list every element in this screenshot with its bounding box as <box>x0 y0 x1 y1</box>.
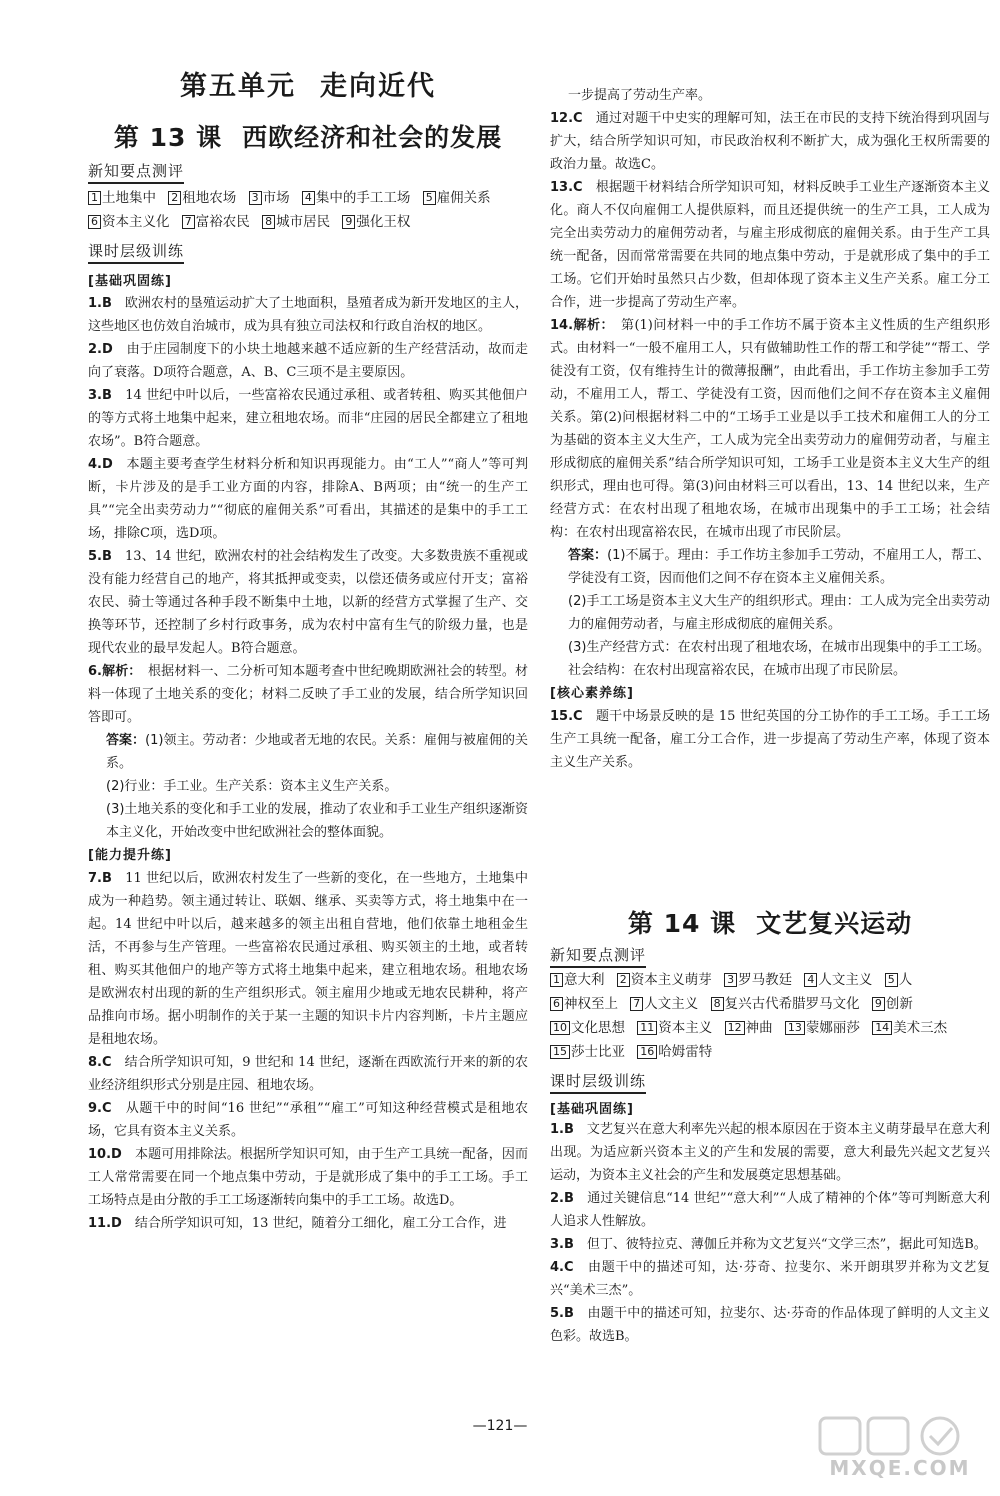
answer-text: 通过对题干中史实的理解可知，法王在市民的支持下统治得到巩固与扩大，结合所学知识可知，市民政治权利不断扩大，成为强化王权所需要的政治力量。故选C。 <box>550 111 990 172</box>
key-point-number: 4 <box>302 191 315 205</box>
answer-text: 但丁、彼特拉克、薄伽丘并称为文艺复兴“文学三杰”，据此可知选B。 <box>586 1237 987 1252</box>
key-point-number: 12 <box>725 1021 745 1035</box>
answer-item <box>88 453 528 545</box>
section-heading: 课时层级训练 <box>88 240 184 264</box>
key-point-text: 资本主义化 <box>102 214 170 230</box>
answer-number: 7.B <box>88 871 112 886</box>
key-point-text: 文化思想 <box>571 1020 625 1036</box>
answer-label: 答案： <box>568 548 608 563</box>
key-point-number: 3 <box>724 973 737 987</box>
lesson13-xinzhi-section <box>88 160 528 184</box>
lesson-name: 文艺复兴运动 <box>756 909 913 938</box>
section-heading: 课时层级训练 <box>550 1070 646 1094</box>
answer-item <box>550 1187 990 1233</box>
answer-line: (3)生产经营方式：在农村出现了租地农场，在城市出现集中的手工工场。社会结构：在农村出现富裕农民，在城市出现了市民阶层。 <box>568 640 990 678</box>
key-point-text: 强化王权 <box>356 214 411 230</box>
answer-text: 由题干中的描述可知，拉斐尔、达·芬奇的作品体现了鲜明的人文主义色彩。故选B。 <box>550 1306 990 1344</box>
answer-item <box>88 1212 528 1235</box>
key-point-text: 意大利 <box>564 972 605 988</box>
key-point-item <box>550 1044 625 1060</box>
key-point-text: 雇佣关系 <box>436 190 491 206</box>
key-point-text: 罗马教廷 <box>738 972 793 988</box>
lesson14-key-points <box>550 968 990 1064</box>
answer-text: 文艺复兴在意大利率先兴起的根本原因在于资本主义萌芽最早在意大利出现。为适应新兴资本主义的产生和发展的需要，意大利最先兴起文艺复兴运动，为资本主义社会的产生和发展奠定思想基础。 <box>550 1122 990 1183</box>
jichu-heading: [基础巩固练] <box>88 274 172 289</box>
key-point-item <box>262 214 330 230</box>
answer-item <box>88 384 528 453</box>
answer-text: 根据题干材料结合所学知识可知，材料反映手工业生产逐渐资本主义化。商人不仅向雇佣工人提供原料，而且还提供统一的生产工具，工人成为完全出卖劳动力的雇佣劳动者，与雇主形成彻底的雇佣关系。由于生产工具统一配备，因而常常需要在共同的地点集中劳动，于是就形成了集中的手工工场。它们开始时虽然只占少数，但却体现了资本主义生产关系。雇工分工合作，进一步提高了劳动生产率。 <box>550 180 990 310</box>
unit-number: 第五单元 <box>180 71 296 102</box>
answer-number: 1.B <box>550 1122 574 1137</box>
key-point-number: 9 <box>872 997 885 1011</box>
unit-title <box>88 64 528 103</box>
key-point-number: 7 <box>182 215 195 229</box>
nengli-heading: [能力提升练] <box>88 848 172 863</box>
answer-item <box>88 545 528 660</box>
key-point-text: 神权至上 <box>564 996 618 1012</box>
key-point-text: 租地农场 <box>182 190 237 206</box>
answer-number: 8.C <box>88 1055 112 1070</box>
key-point-item <box>550 972 605 988</box>
key-point-item <box>550 996 618 1012</box>
answer-item <box>88 292 528 338</box>
left-answers <box>88 292 528 1235</box>
answer-number: 9.C <box>88 1101 112 1116</box>
answer-item <box>88 1143 528 1212</box>
right-answers <box>550 84 990 774</box>
key-point-text: 资本主义萌芽 <box>630 972 712 988</box>
key-point-item <box>785 1020 860 1036</box>
lesson-number: 第 14 课 <box>627 909 737 938</box>
key-point-number: 6 <box>88 215 101 229</box>
answer-number: 4.D <box>88 457 113 472</box>
key-point-text: 土地集中 <box>102 190 156 206</box>
key-point-item <box>342 214 410 230</box>
key-point-text: 蒙娜丽莎 <box>805 1020 860 1036</box>
key-point-text: 哈姆雷特 <box>658 1044 713 1060</box>
answer-line: (1)领主。劳动者：少地或者无地的农民。关系：雇佣与被雇佣的关系。 <box>106 733 528 771</box>
answer-text: 题干中场景反映的是 15 世纪英国的分工协作的手工工场。手工工场生产工具统一配备，雇工分工合作，进一步提高了劳动生产率，体现了资本主义生产关系。 <box>550 709 990 770</box>
answer-text: 通过关键信息“14 世纪”“意大利”“人成了精神的个体”等可判断意大利人追求人性解放。 <box>550 1191 990 1229</box>
key-point-text: 城市居民 <box>276 214 331 230</box>
lesson14-keshi-section <box>550 1070 990 1094</box>
key-point-item <box>249 190 290 206</box>
answer-text: 13、14 世纪，欧洲农村的社会结构发生了改变。大多数贵族不重视或没有能力经营自己的地产，将其抵押或变卖，以偿还债务或应付开支；富裕农民、骑士等通过各种手段不断集中土地，以新的经营方式掌握了生产、交换等环节，还控制了乡村行政事务，成为农村中富有生气的阶级力量，也是现代农业的最早发起人。B符合题意。 <box>88 549 528 656</box>
q6-answer <box>88 729 528 844</box>
hexin-heading: [核心素养练] <box>550 686 634 701</box>
watermark-text: MXQE.COM <box>829 1456 971 1480</box>
answer-number: 11.D <box>88 1216 122 1231</box>
answer-number: 5.B <box>88 549 112 564</box>
key-point-item <box>423 190 491 206</box>
q14-answer <box>550 544 990 682</box>
key-point-number: 1 <box>550 973 563 987</box>
key-point-number: 14 <box>872 1021 892 1035</box>
answer-number: 3.B <box>550 1237 574 1252</box>
answer-text: 本题主要考查学生材料分析和知识再现能力。由“工人”“商人”等可判断，卡片涉及的是手工业方面的内容，排除A、B两项；由“统一的生产工具”“完全出卖劳动力”“彻底的雇佣关系”可看出，其描述的是集中的手工工场，排除C项，选D项。 <box>88 457 528 541</box>
key-point-text: 复兴古代希腊罗马文化 <box>724 996 860 1012</box>
answer-number: 3.B <box>88 388 112 403</box>
answer-item <box>88 1051 528 1097</box>
answer-text: 第(1)问材料一中的手工作坊不属于资本主义性质的生产组织形式。由材料一“一般不雇用工人，只有做辅助性工作的帮工和学徒”“帮工、学徒没有工资，仅有维持生计的微薄报酬”，由此看出，手工作坊主参加手工劳动，不雇用工人，帮工、学徒没有工资，因而他们之间不存在资本主义雇佣关系。第(2)问根据材料二中的“工场手工业是以手工技术和雇佣工人的分工为基础的资本主义大生产，工人成为完全出卖劳动力的雇佣劳动者，与雇主形成彻底的雇佣关系”结合所学知识可知，工场手工业是资本主义大生产的组织形式，理由也可得。第(3)问由材料三可以看出，13、14 世纪以来，生产经营方式：在农村出现了租地农场，在城市出现集中的手工工场；社会结构：在农村出现富裕农民，在城市出现了市民阶层。 <box>550 318 991 540</box>
answer-number: 6.解析： <box>88 664 135 679</box>
answer-item <box>88 1097 528 1143</box>
answer-item <box>550 84 990 107</box>
key-point-item <box>637 1020 712 1036</box>
key-point-text: 美术三杰 <box>893 1020 948 1036</box>
key-point-item <box>617 972 712 988</box>
answer-item <box>550 176 990 314</box>
answer-item <box>550 705 990 774</box>
answer-line: (2)手工工场是资本主义大生产的组织形式。理由：工人成为完全出卖劳动力的雇佣劳动者，与雇主形成彻底的雇佣关系。 <box>568 594 990 632</box>
key-point-item <box>88 214 170 230</box>
key-point-number: 11 <box>637 1021 657 1035</box>
key-point-item <box>168 190 236 206</box>
key-point-text: 人文主义 <box>644 996 699 1012</box>
answer-item <box>88 660 528 729</box>
answer-label: 答案： <box>106 733 146 748</box>
answer-text: 欧洲农村的垦殖运动扩大了土地面积，垦殖者成为新开发地区的主人，这些地区也仿效自治城市，成为具有独立司法权和行政自治权的地区。 <box>88 296 528 334</box>
key-point-number: 8 <box>711 997 724 1011</box>
lesson-number: 第 13 课 <box>113 123 223 152</box>
key-point-text: 创新 <box>885 996 913 1012</box>
answer-line: (3)土地关系的变化和手工业的发展，推动了农业和手工业生产组织逐渐资本主义化，开始改变中世纪欧洲社会的整体面貌。 <box>106 802 528 840</box>
lesson13-keshi-section <box>88 240 528 264</box>
answer-item <box>550 314 990 544</box>
key-point-item <box>711 996 860 1012</box>
key-point-number: 6 <box>550 997 563 1011</box>
answer-item <box>88 338 528 384</box>
key-point-text: 莎士比亚 <box>571 1044 625 1060</box>
key-point-number: 15 <box>550 1045 570 1059</box>
answer-text: 由于庄园制度下的小块土地越来越不适应新的生产经营活动，故而走向了衰落。D项符合题意，A、B、C三项不是主要原因。 <box>88 342 528 380</box>
key-point-item <box>724 972 792 988</box>
answer-number: 2.B <box>550 1191 574 1206</box>
key-point-item <box>637 1044 712 1060</box>
lesson14-answers <box>550 1118 990 1348</box>
key-point-item <box>88 190 156 206</box>
key-point-text: 市场 <box>262 190 290 206</box>
answer-item <box>550 1118 990 1187</box>
key-point-text: 神曲 <box>745 1020 773 1036</box>
key-point-item <box>872 996 913 1012</box>
answer-text: 从题干中的时间“16 世纪”“承租”“雇工”可知这种经营模式是租地农场，它具有资本主义关系。 <box>88 1101 528 1139</box>
key-point-number: 2 <box>168 191 181 205</box>
key-point-number: 5 <box>423 191 436 205</box>
answer-text: 本题可用排除法。根据所学知识可知，由于生产工具统一配备，因而工人常常需要在同一个地点集中劳动，于是就形成了集中的手工工场。手工工场特点是由分散的手工工场逐渐转向集中的手工工场。故选D。 <box>88 1147 528 1208</box>
key-point-text: 富裕农民 <box>195 214 250 230</box>
answer-number: 4.C <box>550 1260 574 1275</box>
answer-item <box>550 1302 990 1348</box>
section-heading: 新知要点测评 <box>88 160 184 184</box>
watermark-logo <box>812 1412 988 1490</box>
l14-jichu-heading: [基础巩固练] <box>550 1102 634 1117</box>
key-point-item <box>302 190 411 206</box>
section-heading: 新知要点测评 <box>550 944 646 968</box>
answer-text: 由题干中的描述可知，达·芬奇、拉斐尔、米开朗琪罗并称为文艺复兴“美术三杰”。 <box>550 1260 990 1298</box>
lesson13-key-points <box>88 186 528 234</box>
key-point-item <box>885 972 913 988</box>
answer-number: 14.解析： <box>550 318 608 333</box>
key-point-item <box>725 1020 773 1036</box>
page-number: —121— <box>472 1418 528 1434</box>
answer-number: 1.B <box>88 296 112 311</box>
answer-text: 结合所学知识可知，9 世纪和 14 世纪，逐渐在西欧流行开来的新的农业经济组织形式分别是庄园、租地农场。 <box>88 1055 528 1093</box>
key-point-item <box>630 996 698 1012</box>
lesson14-title <box>550 904 990 940</box>
answer-item <box>550 107 990 176</box>
key-point-text: 人文主义 <box>818 972 873 988</box>
answer-item <box>550 1233 990 1256</box>
answer-text: 11 世纪以后，欧洲农村发生了一些新的变化，在一些地方，土地集中成为一种趋势。领主通过转让、联姻、继承、买卖等方式，将土地集中在一起。14 世纪中叶以后，越来越多的领主出租自营地，他们依靠土地租金生活，不再参与生产管理。一些富裕农民通过承租、购买领主的土地，或者转租、购买其他佃户的地产等方式将土地集中起来，建立租地农场。租地农场是欧洲农村出现的新的生产组织形式。领主雇用少地或无地农民耕种，将产品推向市场。据小明制作的关于某一主题的知识卡片内容判断，卡片主题应是租地农场。 <box>88 871 528 1047</box>
answer-number: 15.C <box>550 709 583 724</box>
key-point-number: 7 <box>630 997 643 1011</box>
answer-line: (1)不属于。理由：手工作坊主参加手工劳动，不雇用工人，帮工、学徒没有工资，因而他们之间不存在资本主义雇佣关系。 <box>568 548 990 586</box>
key-point-item <box>804 972 872 988</box>
key-point-item <box>182 214 250 230</box>
answer-number: 10.D <box>88 1147 122 1162</box>
key-point-number: 10 <box>550 1021 570 1035</box>
answer-text: 根据材料一、二分析可知本题考查中世纪晚期欧洲社会的转型。材料一体现了土地关系的变化；材料二反映了手工业的发展，结合所学知识回答即可。 <box>88 664 528 725</box>
lesson14-xinzhi-section <box>550 944 990 968</box>
key-point-text: 集中的手工工场 <box>315 190 411 206</box>
answer-number: 5.B <box>550 1306 574 1321</box>
key-point-number: 16 <box>637 1045 657 1059</box>
key-point-number: 8 <box>262 215 275 229</box>
key-point-number: 4 <box>804 973 817 987</box>
key-point-item <box>550 1020 625 1036</box>
lesson-name: 西欧经济和社会的发展 <box>242 123 503 152</box>
answer-number: 13.C <box>550 180 583 195</box>
key-point-number: 3 <box>249 191 262 205</box>
answer-text: 14 世纪中叶以后，一些富裕农民通过承租、或者转租、购买其他佃户的等方式将土地集中起来，建立租地农场。而非“庄园的居民全都建立了租地农场”。B符合题意。 <box>88 388 528 449</box>
unit-name: 走向近代 <box>320 71 436 102</box>
key-point-number: 5 <box>885 973 898 987</box>
key-point-text: 资本主义 <box>658 1020 713 1036</box>
key-point-number: 13 <box>785 1021 805 1035</box>
answer-number: 2.D <box>88 342 113 357</box>
key-point-number: 9 <box>342 215 355 229</box>
answer-line: (2)行业：手工业。生产关系：资本主义生产关系。 <box>106 779 398 794</box>
answer-text: 一步提高了劳动生产率。 <box>568 88 712 103</box>
key-point-number: 2 <box>617 973 630 987</box>
lesson13-title <box>88 118 528 154</box>
watermark-icon <box>812 1412 988 1462</box>
answer-item <box>88 867 528 1051</box>
key-point-number: 1 <box>88 191 101 205</box>
answer-text: 结合所学知识可知，13 世纪，随着分工细化，雇工分工合作，进 <box>134 1216 507 1231</box>
answer-item <box>550 1256 990 1302</box>
key-point-text: 人 <box>898 972 913 988</box>
answer-number: 12.C <box>550 111 583 126</box>
key-point-item <box>872 1020 947 1036</box>
